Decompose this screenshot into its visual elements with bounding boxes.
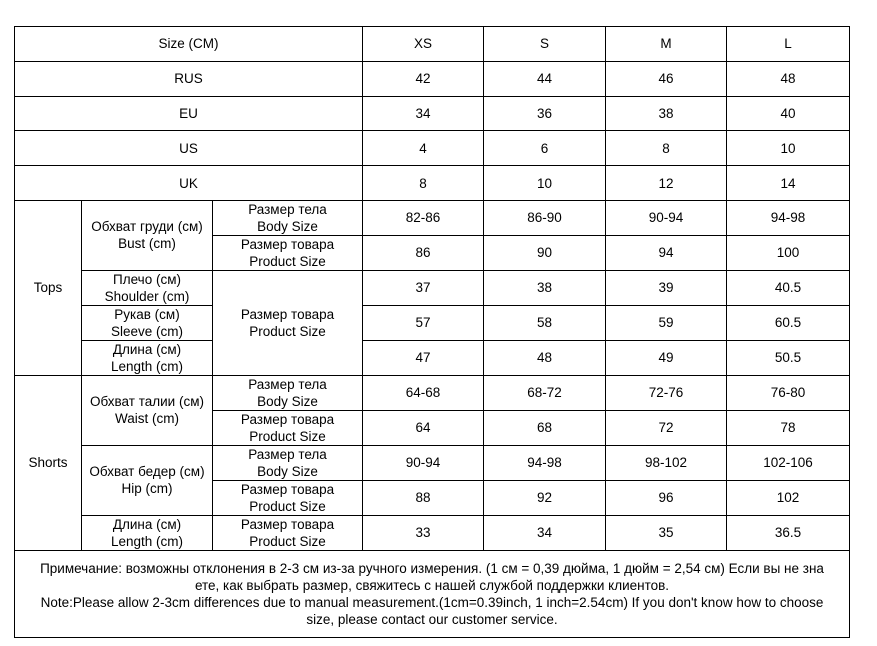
value-cell: 78 [727,410,850,445]
product-size-label [213,515,363,550]
waist-label [82,375,213,445]
value-cell: 34 [363,96,484,131]
length-label-ru: Длина (см) [112,516,182,532]
value-cell: 57 [363,305,484,340]
tops-shoulder-row [15,270,850,305]
shorts-length-row [15,515,850,550]
hip-label [82,445,213,515]
value-cell: 38 [606,96,727,131]
value-cell: 68-72 [484,375,606,410]
shoulder-label [82,270,213,305]
product-size-label-ru: Размер товара [240,411,335,427]
value-cell: 100 [727,235,850,270]
length-label [82,515,213,550]
tops-sleeve-row [15,305,850,340]
note-en-line-1: Note:Please allow 2-3cm differences due to manual measurement.(1cm=0.39inch, 1 inch=2.54cm) If you don't know how to choose [40,594,824,610]
value-cell: 102 [727,480,850,515]
value-cell: 48 [484,340,606,375]
shoulder-label-ru: Плечо (см) [113,271,181,287]
value-cell: 35 [606,515,727,550]
value-cell: 8 [606,131,727,166]
value-cell: 76-80 [727,375,850,410]
value-cell: 94 [606,235,727,270]
value-cell: 44 [484,61,606,96]
value-cell: 39 [606,270,727,305]
conversion-label: US [15,131,363,166]
conversion-row-us [15,131,850,166]
size-header-label: Size (CM) [15,27,363,62]
bust-label-en: Bust (cm) [118,236,176,252]
hip-label-en: Hip (cm) [121,481,173,497]
product-size-label [213,410,363,445]
conversion-row-rus [15,61,850,96]
value-cell: 50.5 [727,340,850,375]
body-size-label [213,375,363,410]
value-cell: 12 [606,166,727,201]
value-cell: 10 [484,166,606,201]
note-ru-line-1: Примечание: возможны отклонения в 2-3 см из-за ручного измерения. (1 см = 0,39 дюйма, 1 дюйм = 2,54 см) Если вы не зна [40,560,824,576]
value-cell: 40 [727,96,850,131]
value-cell: 37 [363,270,484,305]
size-s-header: S [484,27,606,62]
product-size-label-en: Product Size [249,253,326,269]
header-row [15,27,850,62]
product-size-label [213,480,363,515]
sleeve-label [82,305,213,340]
note-text [15,550,850,637]
size-xs-header: XS [363,27,484,62]
size-chart-table [14,26,850,638]
length-label-en: Length (cm) [110,358,184,374]
body-size-label-en: Body Size [257,393,318,409]
value-cell: 33 [363,515,484,550]
product-size-label [213,235,363,270]
value-cell: 46 [606,61,727,96]
size-l-header: L [727,27,850,62]
sleeve-label-en: Sleeve (cm) [110,323,183,339]
shoulder-label-en: Shoulder (cm) [104,288,190,304]
conversion-label: RUS [15,61,363,96]
note-ru-line-2: ете, как выбрать размер, свяжитесь с нашей службой поддержки клиентов. [194,577,670,593]
value-cell: 86-90 [484,200,606,235]
value-cell: 64 [363,410,484,445]
note-en-line-2: size, please contact our customer service. [306,611,558,627]
value-cell: 98-102 [606,445,727,480]
bust-label [82,200,213,270]
value-cell: 10 [727,131,850,166]
value-cell: 40.5 [727,270,850,305]
value-cell: 82-86 [363,200,484,235]
shorts-waist-body-row [15,375,850,410]
product-size-label-ru: Размер товара [240,481,335,497]
note-row [15,550,850,637]
value-cell: 8 [363,166,484,201]
length-label-en: Length (cm) [110,533,184,549]
conversion-label: UK [15,166,363,201]
product-size-label-ru: Размер товара [240,236,335,252]
product-size-label-en: Product Size [249,533,326,549]
value-cell: 36 [484,96,606,131]
conversion-row-uk [15,166,850,201]
body-size-label [213,200,363,235]
value-cell: 90-94 [363,445,484,480]
product-size-label-en: Product Size [249,498,326,514]
value-cell: 86 [363,235,484,270]
hip-label-ru: Обхват бедер (см) [89,464,205,480]
value-cell: 68 [484,410,606,445]
conversion-row-eu [15,96,850,131]
body-size-label [213,445,363,480]
body-size-label-en: Body Size [257,218,318,234]
product-size-label-en: Product Size [249,323,326,339]
length-label-ru: Длина (см) [112,341,182,357]
value-cell: 64-68 [363,375,484,410]
value-cell: 94-98 [484,445,606,480]
sleeve-label-ru: Рукав (см) [114,306,180,322]
value-cell: 49 [606,340,727,375]
value-cell: 38 [484,270,606,305]
body-size-label-ru: Размер тела [248,376,327,392]
value-cell: 94-98 [727,200,850,235]
value-cell: 48 [727,61,850,96]
value-cell: 96 [606,480,727,515]
value-cell: 42 [363,61,484,96]
value-cell: 59 [606,305,727,340]
value-cell: 34 [484,515,606,550]
product-size-label-en: Product Size [249,428,326,444]
shorts-hip-body-row [15,445,850,480]
body-size-label-en: Body Size [257,463,318,479]
value-cell: 102-106 [727,445,850,480]
value-cell: 72 [606,410,727,445]
waist-label-ru: Обхват талии (см) [90,394,204,410]
value-cell: 90 [484,235,606,270]
conversion-label: EU [15,96,363,131]
product-size-label-ru: Размер товара [240,306,335,322]
body-size-label-ru: Размер тела [248,201,327,217]
value-cell: 88 [363,480,484,515]
value-cell: 47 [363,340,484,375]
tops-length-row [15,340,850,375]
product-size-label-ru: Размер товара [240,516,335,532]
tops-bust-body-row [15,200,850,235]
value-cell: 6 [484,131,606,166]
value-cell: 36.5 [727,515,850,550]
shorts-label: Shorts [15,375,82,550]
value-cell: 72-76 [606,375,727,410]
waist-label-en: Waist (cm) [115,411,179,427]
value-cell: 92 [484,480,606,515]
tops-label: Tops [15,200,82,375]
value-cell: 14 [727,166,850,201]
value-cell: 4 [363,131,484,166]
size-m-header: M [606,27,727,62]
body-size-label-ru: Размер тела [248,446,327,462]
value-cell: 58 [484,305,606,340]
bust-label-ru: Обхват груди (см) [91,219,203,235]
length-label [82,340,213,375]
value-cell: 60.5 [727,305,850,340]
product-size-label [213,270,363,375]
value-cell: 90-94 [606,200,727,235]
